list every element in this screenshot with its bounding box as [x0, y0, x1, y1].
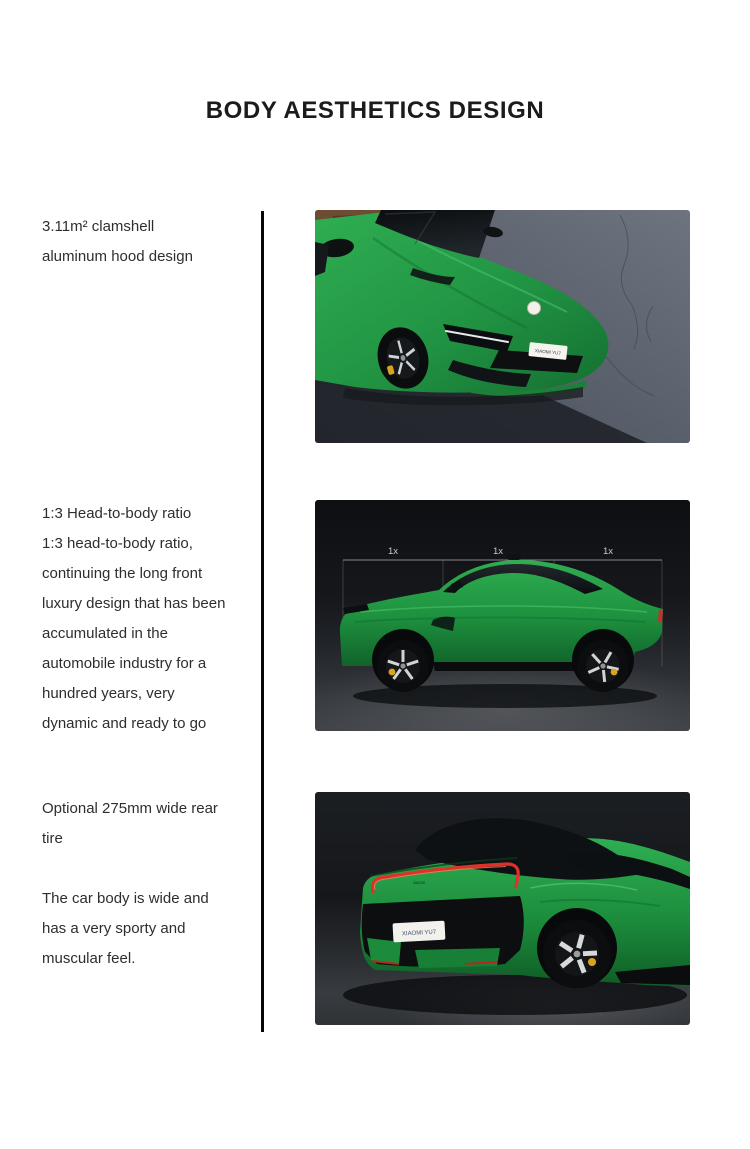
svg-text:XIAOMI YU7: XIAOMI YU7 [401, 929, 437, 938]
ratio-marker: 1x [602, 546, 614, 557]
section-tire-heading [42, 794, 258, 854]
car-side-profile-photo [315, 500, 690, 731]
text-line: aluminum hood design [42, 248, 193, 265]
text-line: hundred years, very [42, 685, 175, 702]
car-rear-photo [315, 792, 690, 1025]
car-front-aerial-photo [315, 210, 690, 443]
text-line: The car body is wide and [42, 890, 209, 907]
ratio-marker: 1x [492, 546, 504, 557]
brake-caliper [611, 669, 618, 676]
rear-license-plate [393, 921, 446, 943]
text-line: luxury design that has been [42, 595, 226, 612]
brake-caliper [588, 958, 596, 966]
text-line: automobile industry for a [42, 655, 207, 672]
text-line: tire [42, 830, 63, 847]
text-line: 1:3 Head-to-body ratio [42, 505, 192, 522]
text-line: 3.11m² clamshell [42, 218, 155, 235]
ratio-marker: 1x [387, 546, 399, 557]
page-title: BODY AESTHETICS DESIGN [205, 97, 545, 124]
bumper-pocket-center [415, 948, 500, 968]
tailgate-emblem: xiaomi [412, 880, 426, 885]
text-line: accumulated in the [42, 625, 168, 642]
text-line: muscular feel. [42, 950, 136, 967]
brake-caliper [389, 669, 396, 676]
roof-sensor [507, 554, 521, 560]
section-tire-body [42, 884, 258, 974]
svg-text:XIAOMI YU7: XIAOMI YU7 [534, 348, 562, 356]
rear-view-illustration [315, 792, 690, 1025]
rear-wheel [543, 920, 611, 988]
side-sill [433, 662, 577, 671]
text-line: 1:3 head-to-body ratio, [42, 535, 193, 552]
front-aerial-illustration [315, 210, 690, 443]
section-hood-text [42, 212, 258, 272]
section-ratio-text [42, 499, 258, 739]
text-line: continuing the long front [42, 565, 203, 582]
text-line: Optional 275mm wide rear [42, 800, 218, 817]
vertical-divider [261, 211, 264, 1032]
side-profile-illustration [315, 500, 690, 731]
hood-badge [528, 302, 541, 315]
text-line: has a very sporty and [42, 920, 186, 937]
front-wheel [377, 640, 429, 692]
rear-wheel [577, 640, 629, 692]
text-line: dynamic and ready to go [42, 715, 207, 732]
